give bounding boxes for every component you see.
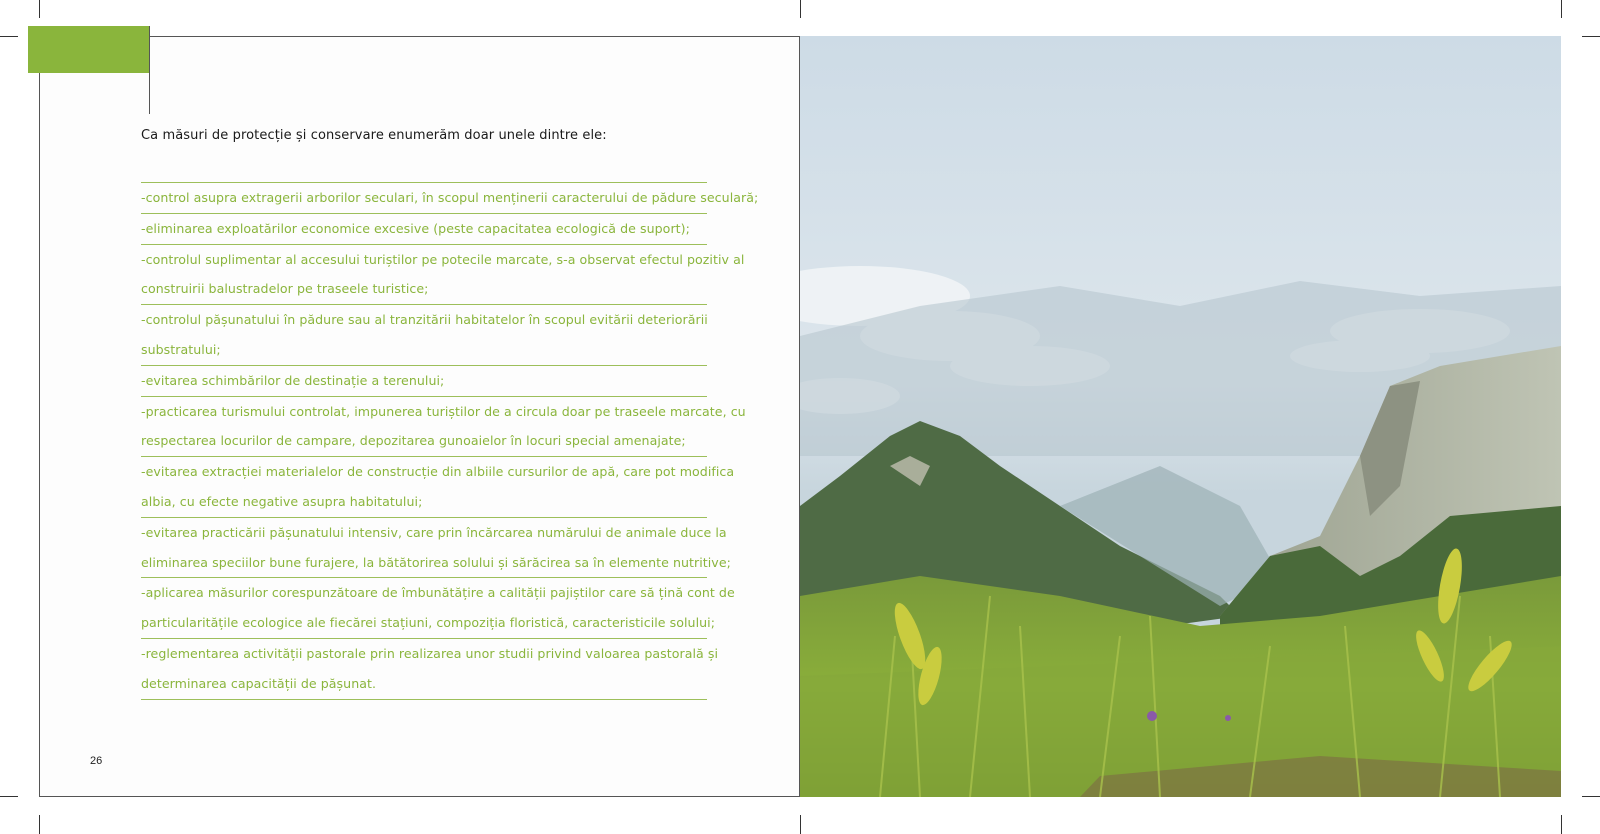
- crop-mark: [0, 796, 18, 797]
- measure-item: [141, 305, 707, 365]
- measure-item: [141, 639, 719, 699]
- measure-item: [141, 183, 759, 213]
- measure-item: [141, 518, 731, 578]
- mountain-meadow-photo: [800, 36, 1561, 797]
- page-number: 26: [90, 755, 103, 767]
- crop-mark: [39, 815, 40, 834]
- measure-line: particularitățile ecologice ale fiecărei stațiuni, compoziția floristică, caracteristicile solului;: [141, 615, 716, 631]
- measure-item: [141, 397, 746, 457]
- crop-mark: [1582, 796, 1600, 797]
- crop-mark: [39, 0, 40, 18]
- crop-mark: [800, 0, 801, 18]
- measure-line: determinarea capacității de pășunat.: [141, 675, 377, 691]
- crop-mark: [1561, 0, 1562, 18]
- measure-line: -controlul pășunatului în pădure sau al tranzitării habitatelor în scopul evitării deteriorării: [141, 312, 708, 328]
- measure-line: albia, cu efecte negative asupra habitatului;: [141, 493, 423, 509]
- measure-line: -aplicarea măsurilor corespunzătoare de îmbunătățire a calității pajiștilor care să țină cont de: [141, 585, 735, 601]
- intro-text: Ca măsuri de protecție și conservare enumerăm doar unele dintre ele:: [141, 128, 607, 143]
- measure-line: -controlul suplimentar al accesului turiștilor pe potecile marcate, s-a observat efectul pozitiv al: [141, 251, 745, 267]
- measure-line: -evitarea extracției materialelor de construcție din albiile cursurilor de apă, care pot modifica: [141, 464, 735, 480]
- measure-item: [141, 214, 707, 244]
- measure-line: -evitarea practicării pășunatului intensiv, care prin încărcarea numărului de animale duce la: [141, 524, 727, 540]
- measure-line: respectarea locurilor de campare, depozitarea gunoaielor în locuri special amenajate;: [141, 433, 686, 449]
- measure-line: -control asupra extragerii arborilor seculari, în scopul menținerii caracterului de pădure seculară;: [141, 190, 759, 205]
- measure-item: [141, 457, 735, 517]
- measure-item: [141, 578, 735, 638]
- measure-line: -evitarea schimbărilor de destinație a terenului;: [141, 372, 445, 388]
- measure-line: construirii balustradelor pe traseele turistice;: [141, 281, 429, 297]
- green-accent-block: [28, 26, 150, 73]
- crop-mark: [1582, 36, 1600, 37]
- vertical-rule: [149, 26, 150, 114]
- measures-list: [141, 182, 759, 700]
- measure-line: -reglementarea activității pastorale prin realizarea unor studii privind valoarea pastorală și: [141, 645, 719, 661]
- measure-item: [141, 245, 745, 305]
- divider-rule: [141, 699, 707, 700]
- crop-mark: [0, 36, 18, 37]
- measure-line: -eliminarea exploatărilor economice excesive (peste capacitatea ecologică de suport);: [141, 220, 690, 236]
- measure-item: [141, 366, 707, 396]
- measure-line: -practicarea turismului controlat, impunerea turiștilor de a circula doar pe traseele marcate, cu: [141, 403, 746, 419]
- crop-mark: [1561, 815, 1562, 834]
- crop-mark: [800, 815, 801, 834]
- measure-line: substratului;: [141, 341, 221, 357]
- measure-line: eliminarea speciilor bune furajere, la bătătorirea solului și sărăcirea sa în elemente nutritive;: [141, 554, 731, 570]
